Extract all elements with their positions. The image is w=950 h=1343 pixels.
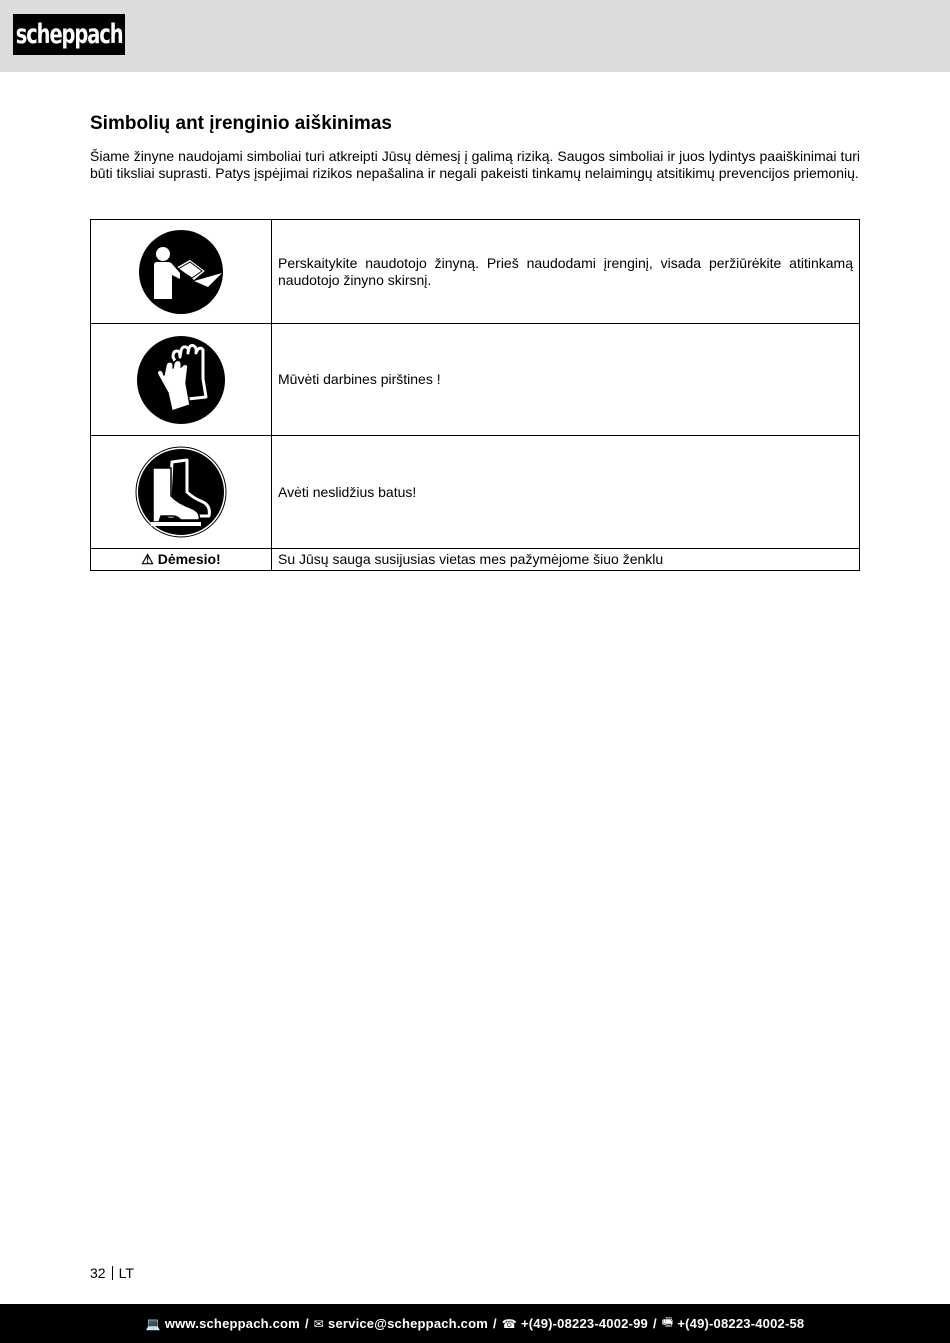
page-number <box>90 1265 134 1281</box>
warning-triangle-icon: ⚠ <box>141 551 154 567</box>
table-row <box>91 436 860 549</box>
safety-boots-icon <box>135 446 227 538</box>
page-header <box>0 0 950 72</box>
footer-website[interactable]: www.scheppach.com <box>164 1316 300 1331</box>
read-manual-icon <box>138 229 224 315</box>
footer-separator: / <box>652 1316 657 1331</box>
symbols-table <box>90 219 860 571</box>
email-icon: ✉ <box>313 1316 325 1331</box>
fax-icon: 🖷 <box>661 1315 674 1329</box>
warning-label-cell <box>91 549 272 571</box>
warning-label: Dėmesio! <box>157 551 221 567</box>
page-number-value: 32 <box>90 1265 106 1281</box>
page-language: LT <box>118 1265 134 1281</box>
section-title: Simbolių ant įrenginio aiškinimas <box>90 113 392 134</box>
gloves-icon <box>136 335 226 425</box>
page-footer <box>0 1304 950 1343</box>
symbol-description: Avėti neslidžius batus! <box>272 436 860 549</box>
table-row <box>91 220 860 324</box>
symbol-description: Perskaitykite naudotojo žinyną. Prieš naudodami įrenginį, visada peržiūrėkite atitinkamą naudotojo žinyno skirsnį. <box>272 220 860 324</box>
page-number-divider <box>112 1266 113 1280</box>
symbol-cell <box>91 220 272 324</box>
footer-fax: +(49)-08223-4002-58 <box>677 1316 805 1331</box>
footer-phone: +(49)-08223-4002-99 <box>520 1316 648 1331</box>
warning-description: Su Jūsų sauga susijusias vietas mes pažymėjome šiuo ženklu <box>272 549 860 571</box>
table-row <box>91 324 860 436</box>
symbol-description: Mūvėti darbines pirštines ! <box>272 324 860 436</box>
phone-icon: ☎ <box>501 1316 517 1331</box>
symbol-cell <box>91 436 272 549</box>
intro-paragraph: Šiame žinyne naudojami simboliai turi atkreipti Jūsų dėmesį į galimą riziką. Saugos simboliai ir juos lydintys paaiškinimai turi būti tiksliai suprasti. Patys įspėjimai rizikos nepašalina ir negali pakeisti tinkamų nelaimingų atsitikimų prevencijos priemonių. <box>90 148 860 181</box>
scheppach-logo: scheppach <box>13 14 125 55</box>
footer-separator: / <box>492 1316 497 1331</box>
computer-icon: 💻 <box>145 1316 161 1331</box>
table-row <box>91 549 860 571</box>
footer-separator: / <box>304 1316 309 1331</box>
footer-email[interactable]: service@scheppach.com <box>328 1316 488 1331</box>
symbol-cell <box>91 324 272 436</box>
